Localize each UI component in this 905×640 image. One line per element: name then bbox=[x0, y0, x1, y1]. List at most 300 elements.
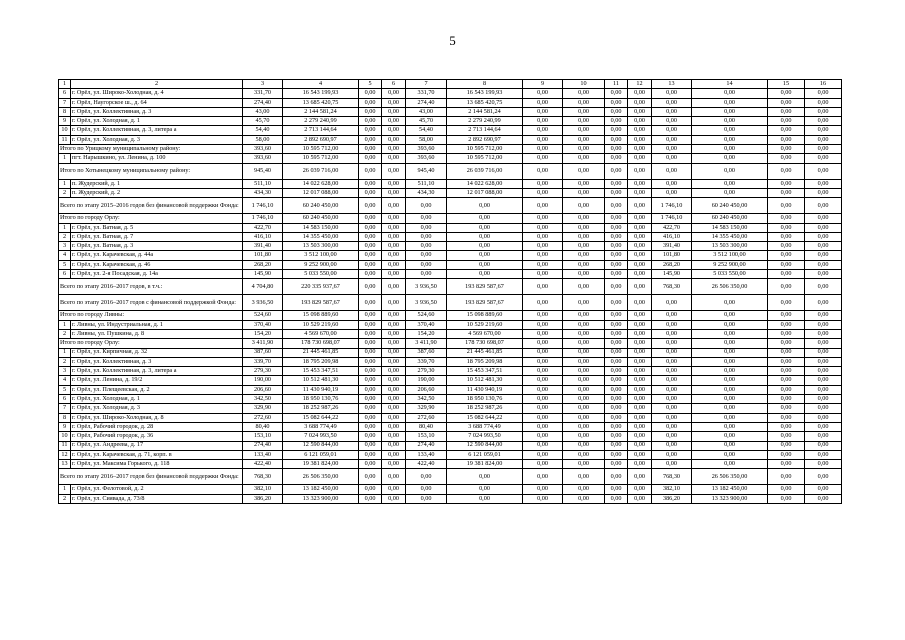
row-number-cell: 7 bbox=[59, 98, 71, 107]
value-cell: 10 512 481,30 bbox=[283, 376, 359, 385]
value-cell: 0,00 bbox=[768, 376, 805, 385]
value-cell: 0,00 bbox=[359, 367, 382, 376]
value-cell: 0,00 bbox=[768, 348, 805, 357]
total-row bbox=[59, 311, 842, 320]
value-cell: 0,00 bbox=[768, 126, 805, 135]
value-cell: 0,00 bbox=[652, 117, 692, 126]
value-cell: 274,40 bbox=[406, 441, 447, 450]
table-row bbox=[59, 413, 842, 422]
value-cell: 0,00 bbox=[605, 179, 628, 188]
value-cell: 0,00 bbox=[692, 135, 768, 144]
value-cell: 0,00 bbox=[359, 242, 382, 251]
table-row bbox=[59, 135, 842, 144]
value-cell: 21 445 461,85 bbox=[283, 348, 359, 357]
value-cell: 768,30 bbox=[652, 469, 692, 485]
value-cell: 386,20 bbox=[652, 494, 692, 503]
value-cell: 370,40 bbox=[406, 320, 447, 329]
value-cell: 0,00 bbox=[359, 450, 382, 459]
value-cell: 0,00 bbox=[563, 295, 605, 311]
value-cell: 0,00 bbox=[805, 357, 842, 366]
value-cell: 193 829 587,67 bbox=[283, 295, 359, 311]
value-cell: 0,00 bbox=[382, 413, 406, 422]
value-cell: 12 017 088,00 bbox=[447, 188, 523, 197]
value-cell: 0,00 bbox=[563, 485, 605, 494]
value-cell: 2 892 690,97 bbox=[447, 135, 523, 144]
row-number-cell: 1 bbox=[59, 154, 71, 163]
value-cell: 60 240 450,00 bbox=[283, 214, 359, 223]
value-cell: 272,60 bbox=[406, 413, 447, 422]
value-cell: 0,00 bbox=[563, 329, 605, 338]
column-number-cell: 16 bbox=[805, 80, 842, 89]
column-number-cell: 15 bbox=[768, 80, 805, 89]
value-cell: 382,10 bbox=[652, 485, 692, 494]
value-cell: 0,00 bbox=[805, 432, 842, 441]
row-number-cell: 6 bbox=[59, 395, 71, 404]
value-cell: 0,00 bbox=[382, 311, 406, 320]
value-cell: 0,00 bbox=[359, 469, 382, 485]
value-cell: 393,60 bbox=[243, 145, 283, 154]
value-cell: 2 892 690,97 bbox=[283, 135, 359, 144]
value-cell: 0,00 bbox=[628, 432, 652, 441]
value-cell: 0,00 bbox=[652, 432, 692, 441]
value-cell: 0,00 bbox=[692, 329, 768, 338]
value-cell: 2 713 144,64 bbox=[447, 126, 523, 135]
value-cell: 0,00 bbox=[605, 163, 628, 179]
value-cell: 0,00 bbox=[628, 485, 652, 494]
value-cell: 0,00 bbox=[805, 311, 842, 320]
column-number-cell: 13 bbox=[652, 80, 692, 89]
value-cell: 0,00 bbox=[805, 385, 842, 394]
value-cell: 178 730 698,07 bbox=[283, 339, 359, 348]
value-cell: 0,00 bbox=[382, 469, 406, 485]
value-cell: 0,00 bbox=[359, 494, 382, 503]
value-cell: 0,00 bbox=[523, 188, 563, 197]
value-cell: 0,00 bbox=[628, 107, 652, 116]
value-cell: 0,00 bbox=[652, 376, 692, 385]
value-cell: 0,00 bbox=[652, 107, 692, 116]
value-cell: 0,00 bbox=[628, 385, 652, 394]
value-cell: 0,00 bbox=[768, 329, 805, 338]
value-cell: 0,00 bbox=[523, 242, 563, 251]
value-cell: 26 506 350,00 bbox=[692, 279, 768, 295]
value-cell: 0,00 bbox=[805, 154, 842, 163]
value-cell: 0,00 bbox=[652, 413, 692, 422]
value-cell: 0,00 bbox=[523, 348, 563, 357]
value-cell: 0,00 bbox=[692, 450, 768, 459]
value-cell: 0,00 bbox=[523, 270, 563, 279]
value-cell: 331,70 bbox=[406, 89, 447, 98]
value-cell: 153,10 bbox=[406, 432, 447, 441]
value-cell: 13 323 900,00 bbox=[692, 494, 768, 503]
value-cell: 0,00 bbox=[563, 188, 605, 197]
value-cell: 0,00 bbox=[692, 179, 768, 188]
value-cell: 0,00 bbox=[382, 432, 406, 441]
value-cell: 0,00 bbox=[359, 311, 382, 320]
value-cell: 26 039 716,00 bbox=[283, 163, 359, 179]
value-cell: 0,00 bbox=[605, 107, 628, 116]
value-cell: 0,00 bbox=[382, 107, 406, 116]
value-cell: 0,00 bbox=[563, 117, 605, 126]
value-cell: 0,00 bbox=[628, 251, 652, 260]
value-cell: 0,00 bbox=[768, 179, 805, 188]
value-cell: 0,00 bbox=[628, 357, 652, 366]
value-cell: 0,00 bbox=[805, 135, 842, 144]
value-cell: 0,00 bbox=[523, 469, 563, 485]
value-cell: 0,00 bbox=[692, 357, 768, 366]
value-cell: 268,20 bbox=[652, 260, 692, 269]
value-cell: 0,00 bbox=[768, 385, 805, 394]
table-row bbox=[59, 450, 842, 459]
address-cell: г. Орёл, ул. Плещеевская, д. 2 bbox=[71, 385, 243, 394]
value-cell: 0,00 bbox=[768, 279, 805, 295]
value-cell: 0,00 bbox=[523, 367, 563, 376]
value-cell: 1 746,10 bbox=[243, 214, 283, 223]
table-row bbox=[59, 117, 842, 126]
value-cell: 0,00 bbox=[692, 320, 768, 329]
table-row bbox=[59, 89, 842, 98]
value-cell: 0,00 bbox=[447, 232, 523, 241]
value-cell: 0,00 bbox=[605, 422, 628, 431]
value-cell: 0,00 bbox=[605, 145, 628, 154]
value-cell: 15 082 644,22 bbox=[283, 413, 359, 422]
value-cell: 13 182 450,00 bbox=[692, 485, 768, 494]
value-cell: 0,00 bbox=[805, 242, 842, 251]
table-row bbox=[59, 432, 842, 441]
value-cell: 0,00 bbox=[652, 135, 692, 144]
table-row bbox=[59, 223, 842, 232]
address-cell: п. Жудерский, д. 1 bbox=[71, 179, 243, 188]
value-cell: 0,00 bbox=[628, 117, 652, 126]
row-number-cell: 8 bbox=[59, 413, 71, 422]
value-cell: 0,00 bbox=[523, 295, 563, 311]
value-cell: 0,00 bbox=[523, 422, 563, 431]
table-row bbox=[59, 385, 842, 394]
value-cell: 0,00 bbox=[692, 413, 768, 422]
row-number-cell: 3 bbox=[59, 242, 71, 251]
value-cell: 0,00 bbox=[406, 270, 447, 279]
address-cell: г. Орёл, ул. Карачевская, д. 71, корп. в bbox=[71, 450, 243, 459]
value-cell: 0,00 bbox=[447, 251, 523, 260]
row-number-cell: 1 bbox=[59, 348, 71, 357]
value-cell: 0,00 bbox=[768, 188, 805, 197]
value-cell: 13 685 420,75 bbox=[447, 98, 523, 107]
column-number-cell: 12 bbox=[628, 80, 652, 89]
value-cell: 0,00 bbox=[563, 179, 605, 188]
value-cell: 0,00 bbox=[359, 188, 382, 197]
value-cell: 0,00 bbox=[605, 117, 628, 126]
value-cell: 26 506 350,00 bbox=[283, 469, 359, 485]
value-cell: 0,00 bbox=[805, 163, 842, 179]
value-cell: 416,10 bbox=[652, 232, 692, 241]
value-cell: 0,00 bbox=[382, 98, 406, 107]
value-cell: 0,00 bbox=[563, 450, 605, 459]
value-cell: 14 583 150,00 bbox=[692, 223, 768, 232]
value-cell: 0,00 bbox=[768, 154, 805, 163]
value-cell: 0,00 bbox=[359, 98, 382, 107]
value-cell: 15 098 889,60 bbox=[283, 311, 359, 320]
value-cell: 43,00 bbox=[406, 107, 447, 116]
value-cell: 0,00 bbox=[382, 450, 406, 459]
value-cell: 4 569 670,00 bbox=[283, 329, 359, 338]
total-label-cell: Итого по городу Орлу: bbox=[59, 214, 243, 223]
value-cell: 0,00 bbox=[447, 198, 523, 214]
value-cell: 391,40 bbox=[243, 242, 283, 251]
value-cell: 0,00 bbox=[628, 320, 652, 329]
value-cell: 0,00 bbox=[768, 395, 805, 404]
value-cell: 0,00 bbox=[652, 348, 692, 357]
address-cell: г. Орёл, ул. Андреева, д. 17 bbox=[71, 441, 243, 450]
table-row bbox=[59, 260, 842, 269]
value-cell: 0,00 bbox=[406, 223, 447, 232]
value-cell: 0,00 bbox=[359, 232, 382, 241]
table-row bbox=[59, 107, 842, 116]
address-cell: г. Орёл, ул. Холодная, д. 1 bbox=[71, 117, 243, 126]
value-cell: 0,00 bbox=[605, 98, 628, 107]
value-cell: 0,00 bbox=[628, 198, 652, 214]
value-cell: 393,60 bbox=[243, 154, 283, 163]
value-cell: 13 323 900,00 bbox=[283, 494, 359, 503]
value-cell: 339,70 bbox=[243, 357, 283, 366]
address-cell: г. Орёл, ул. Сиявада, д. 73/8 bbox=[71, 494, 243, 503]
value-cell: 0,00 bbox=[805, 251, 842, 260]
total-row bbox=[59, 295, 842, 311]
value-cell: 45,70 bbox=[243, 117, 283, 126]
value-cell: 0,00 bbox=[563, 404, 605, 413]
value-cell: 0,00 bbox=[563, 251, 605, 260]
value-cell: 0,00 bbox=[359, 441, 382, 450]
value-cell: 0,00 bbox=[382, 357, 406, 366]
value-cell: 0,00 bbox=[692, 339, 768, 348]
value-cell: 0,00 bbox=[563, 413, 605, 422]
value-cell: 0,00 bbox=[359, 270, 382, 279]
value-cell: 0,00 bbox=[563, 367, 605, 376]
value-cell: 422,70 bbox=[243, 223, 283, 232]
value-cell: 387,60 bbox=[243, 348, 283, 357]
value-cell: 0,00 bbox=[768, 98, 805, 107]
value-cell: 0,00 bbox=[359, 422, 382, 431]
value-cell: 0,00 bbox=[768, 163, 805, 179]
value-cell: 54,40 bbox=[406, 126, 447, 135]
row-number-cell: 12 bbox=[59, 450, 71, 459]
value-cell: 0,00 bbox=[523, 450, 563, 459]
value-cell: 0,00 bbox=[768, 357, 805, 366]
row-number-cell: 10 bbox=[59, 126, 71, 135]
value-cell: 0,00 bbox=[628, 329, 652, 338]
address-cell: г. Орёл, Рабочий городок, д. 28 bbox=[71, 422, 243, 431]
value-cell: 0,00 bbox=[768, 432, 805, 441]
value-cell: 0,00 bbox=[359, 214, 382, 223]
value-cell: 0,00 bbox=[628, 89, 652, 98]
address-cell: г. Орёл, ул. Ватная, д. 5 bbox=[71, 223, 243, 232]
value-cell: 0,00 bbox=[447, 494, 523, 503]
value-cell: 0,00 bbox=[805, 376, 842, 385]
value-cell: 18 252 987,26 bbox=[447, 404, 523, 413]
value-cell: 12 590 844,00 bbox=[447, 441, 523, 450]
value-cell: 0,00 bbox=[382, 279, 406, 295]
page-number: 5 bbox=[449, 33, 456, 48]
value-cell: 13 685 420,75 bbox=[283, 98, 359, 107]
value-cell: 0,00 bbox=[692, 432, 768, 441]
column-number-cell: 5 bbox=[359, 80, 382, 89]
value-cell: 154,20 bbox=[243, 329, 283, 338]
value-cell: 0,00 bbox=[768, 460, 805, 469]
value-cell: 0,00 bbox=[523, 126, 563, 135]
column-number-cell: 7 bbox=[406, 80, 447, 89]
table-row bbox=[59, 494, 842, 503]
value-cell: 0,00 bbox=[605, 339, 628, 348]
value-cell: 0,00 bbox=[628, 154, 652, 163]
value-cell: 0,00 bbox=[563, 422, 605, 431]
value-cell: 0,00 bbox=[523, 89, 563, 98]
total-label-cell: Всего по этапу 2016–2017 годов без финансовой поддержки Фонда: bbox=[59, 469, 243, 485]
row-number-cell: 11 bbox=[59, 441, 71, 450]
value-cell: 0,00 bbox=[805, 98, 842, 107]
value-cell: 0,00 bbox=[563, 98, 605, 107]
value-cell: 422,40 bbox=[406, 460, 447, 469]
value-cell: 80,40 bbox=[243, 422, 283, 431]
value-cell: 14 022 628,00 bbox=[283, 179, 359, 188]
value-cell: 0,00 bbox=[523, 485, 563, 494]
value-cell: 0,00 bbox=[382, 214, 406, 223]
row-number-cell: 2 bbox=[59, 329, 71, 338]
value-cell: 0,00 bbox=[563, 214, 605, 223]
value-cell: 0,00 bbox=[359, 357, 382, 366]
value-cell: 154,20 bbox=[406, 329, 447, 338]
value-cell: 370,40 bbox=[243, 320, 283, 329]
value-cell: 0,00 bbox=[523, 413, 563, 422]
value-cell: 15 098 889,60 bbox=[447, 311, 523, 320]
value-cell: 0,00 bbox=[523, 329, 563, 338]
value-cell: 0,00 bbox=[406, 494, 447, 503]
value-cell: 0,00 bbox=[382, 441, 406, 450]
value-cell: 342,50 bbox=[243, 395, 283, 404]
value-cell: 0,00 bbox=[563, 232, 605, 241]
value-cell: 0,00 bbox=[628, 460, 652, 469]
table-row bbox=[59, 422, 842, 431]
value-cell: 0,00 bbox=[605, 251, 628, 260]
value-cell: 5 033 550,00 bbox=[283, 270, 359, 279]
value-cell: 0,00 bbox=[359, 348, 382, 357]
row-number-cell: 9 bbox=[59, 117, 71, 126]
value-cell: 0,00 bbox=[563, 270, 605, 279]
value-cell: 0,00 bbox=[628, 188, 652, 197]
value-cell: 0,00 bbox=[523, 385, 563, 394]
value-cell: 0,00 bbox=[605, 485, 628, 494]
row-number-cell: 6 bbox=[59, 89, 71, 98]
row-number-cell: 3 bbox=[59, 367, 71, 376]
value-cell: 0,00 bbox=[406, 485, 447, 494]
value-cell: 10 595 712,00 bbox=[447, 145, 523, 154]
value-cell: 0,00 bbox=[805, 339, 842, 348]
value-cell: 393,60 bbox=[406, 145, 447, 154]
value-cell: 387,60 bbox=[406, 348, 447, 357]
value-cell: 0,00 bbox=[805, 450, 842, 459]
value-cell: 9 252 900,00 bbox=[283, 260, 359, 269]
value-cell: 0,00 bbox=[563, 260, 605, 269]
value-cell: 0,00 bbox=[382, 422, 406, 431]
value-cell: 0,00 bbox=[805, 348, 842, 357]
value-cell: 0,00 bbox=[628, 376, 652, 385]
table-row bbox=[59, 320, 842, 329]
value-cell: 0,00 bbox=[692, 107, 768, 116]
value-cell: 0,00 bbox=[523, 260, 563, 269]
value-cell: 7 024 993,50 bbox=[283, 432, 359, 441]
value-cell: 0,00 bbox=[447, 469, 523, 485]
value-cell: 0,00 bbox=[805, 89, 842, 98]
value-cell: 1 746,10 bbox=[652, 214, 692, 223]
value-cell: 0,00 bbox=[805, 395, 842, 404]
total-row bbox=[59, 469, 842, 485]
value-cell: 0,00 bbox=[805, 107, 842, 116]
value-cell: 16 543 199,93 bbox=[447, 89, 523, 98]
value-cell: 0,00 bbox=[652, 126, 692, 135]
row-number-cell: 6 bbox=[59, 270, 71, 279]
value-cell: 0,00 bbox=[359, 135, 382, 144]
value-cell: 0,00 bbox=[359, 329, 382, 338]
value-cell: 0,00 bbox=[406, 260, 447, 269]
value-cell: 0,00 bbox=[628, 126, 652, 135]
value-cell: 0,00 bbox=[382, 270, 406, 279]
value-cell: 945,40 bbox=[406, 163, 447, 179]
value-cell: 0,00 bbox=[563, 145, 605, 154]
address-cell: г. Орёл, ул. Карачевская, д. 46 bbox=[71, 260, 243, 269]
value-cell: 0,00 bbox=[652, 154, 692, 163]
value-cell: 0,00 bbox=[563, 494, 605, 503]
column-number-cell: 3 bbox=[243, 80, 283, 89]
row-number-cell: 2 bbox=[59, 232, 71, 241]
value-cell: 0,00 bbox=[447, 242, 523, 251]
value-cell: 0,00 bbox=[605, 367, 628, 376]
value-cell: 0,00 bbox=[605, 89, 628, 98]
value-cell: 101,80 bbox=[652, 251, 692, 260]
value-cell: 0,00 bbox=[523, 214, 563, 223]
value-cell: 0,00 bbox=[768, 251, 805, 260]
value-cell: 18 950 130,76 bbox=[283, 395, 359, 404]
value-cell: 0,00 bbox=[768, 242, 805, 251]
value-cell: 0,00 bbox=[523, 311, 563, 320]
value-cell: 0,00 bbox=[605, 404, 628, 413]
value-cell: 0,00 bbox=[382, 404, 406, 413]
value-cell: 190,00 bbox=[406, 376, 447, 385]
value-cell: 43,00 bbox=[243, 107, 283, 116]
row-number-cell: 2 bbox=[59, 357, 71, 366]
value-cell: 153,10 bbox=[243, 432, 283, 441]
value-cell: 133,40 bbox=[406, 450, 447, 459]
value-cell: 0,00 bbox=[628, 179, 652, 188]
value-cell: 0,00 bbox=[805, 260, 842, 269]
address-cell: г. Ливны, ул. Пушкина, д. 8 bbox=[71, 329, 243, 338]
value-cell: 0,00 bbox=[652, 367, 692, 376]
value-cell: 0,00 bbox=[563, 395, 605, 404]
value-cell: 0,00 bbox=[805, 214, 842, 223]
value-cell: 0,00 bbox=[628, 450, 652, 459]
value-cell: 0,00 bbox=[652, 460, 692, 469]
value-cell: 0,00 bbox=[382, 198, 406, 214]
value-cell: 0,00 bbox=[359, 485, 382, 494]
value-cell: 0,00 bbox=[382, 145, 406, 154]
address-cell: г. Орёл, ул. Ленина, д. 19/2 bbox=[71, 376, 243, 385]
value-cell: 18 252 987,26 bbox=[283, 404, 359, 413]
value-cell: 10 595 712,00 bbox=[283, 154, 359, 163]
value-cell: 0,00 bbox=[359, 89, 382, 98]
value-cell: 0,00 bbox=[382, 223, 406, 232]
value-cell: 0,00 bbox=[523, 494, 563, 503]
value-cell: 3 688 774,49 bbox=[283, 422, 359, 431]
value-cell: 0,00 bbox=[628, 232, 652, 241]
value-cell: 0,00 bbox=[768, 450, 805, 459]
value-cell: 0,00 bbox=[652, 89, 692, 98]
table-row bbox=[59, 329, 842, 338]
